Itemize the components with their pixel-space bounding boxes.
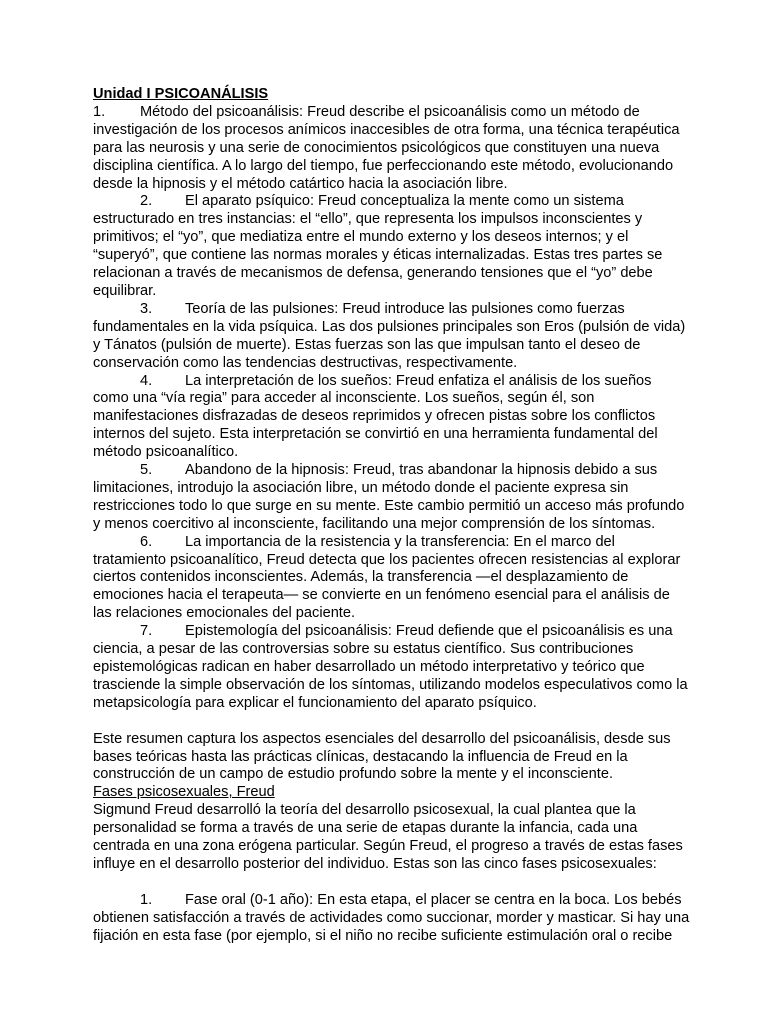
item-text-line: Teoría de las pulsiones: Freud introduce las pulsiones como fuerzas xyxy=(185,300,625,317)
item-text-line: La interpretación de los sueños: Freud enfatiza el análisis de los sueños xyxy=(185,372,652,389)
paragraph-line: influye en el desarrollo posterior del individuo. Estas son las cinco fases psicosexuales: xyxy=(93,855,657,872)
item-text-line: emociones hacia el terapeuta— se convierte en un fenómeno esencial para el análisis de xyxy=(93,587,670,604)
item-text-line: “superyó”, que contiene las normas morales y éticas internalizadas. Estas tres partes se xyxy=(93,247,663,264)
paragraph-line: construcción de un campo de estudio profundo sobre la mente y el inconsciente. xyxy=(93,766,614,783)
item-text-line: desde la hipnosis y el método catártico hacia la asociación libre. xyxy=(93,175,508,192)
paragraph-line: Sigmund Freud desarrolló la teoría del desarrollo psicosexual, la cual plantea que la xyxy=(93,802,636,819)
item-number: 6. xyxy=(140,533,153,550)
phases-intro-paragraph xyxy=(93,802,683,874)
item-text-line: y menos coercitivo al inconsciente, facilitando una mejor comprensión de los síntomas. xyxy=(93,515,656,532)
list-item xyxy=(93,373,683,463)
summary-paragraph xyxy=(93,731,683,785)
item-text-line: Epistemología del psicoanálisis: Freud defiende que el psicoanálisis es una xyxy=(185,623,673,640)
list-item xyxy=(93,300,686,373)
list-item xyxy=(93,104,683,194)
item-text-line: como una “vía regia” para acceder al inconsciente. Los sueños, según él, son xyxy=(93,390,595,407)
item-text-line: equilibrar. xyxy=(93,282,157,299)
item-text-line: obtienen satisfacción a través de actividades como succionar, morder y masticar. Si hay una xyxy=(93,909,690,926)
item-text-line: Método del psicoanálisis: Freud describe el psicoanálisis como un método de xyxy=(140,103,640,120)
list-item xyxy=(93,623,688,713)
list-item xyxy=(93,534,683,624)
paragraph-line: centrada en una zona erógena particular. Según Freud, el progreso a través de estas fases xyxy=(93,838,683,855)
item-text-line: método psicoanalítico. xyxy=(93,444,239,461)
item-text-line: El aparato psíquico: Freud conceptualiza la mente como un sistema xyxy=(185,193,624,210)
item-number: 4. xyxy=(140,372,153,389)
paragraph-line: personalidad se forma a través de una serie de etapas durante la infancia, cada una xyxy=(93,820,638,837)
item-text-line: fijación en esta fase (por ejemplo, si el niño no recibe suficiente estimulación oral o recibe xyxy=(93,927,673,944)
list-item xyxy=(93,462,683,534)
blank-line xyxy=(93,874,683,892)
item-text-line: epistemológicas radican en haber desarrollado un método interpretativo y teórico que xyxy=(93,659,645,675)
item-text-line: disciplina científica. A lo largo del tiempo, fue perfeccionando este método, evolucionando xyxy=(93,157,674,174)
list-item xyxy=(93,193,683,300)
phase-list-item xyxy=(93,891,690,946)
item-number: 1. xyxy=(140,891,153,908)
item-text-line: relacionan a través de mecanismos de defensa, generando tensiones que el “yo” debe xyxy=(93,265,653,282)
paragraph-line: Este resumen captura los aspectos esenciales del desarrollo del psicoanálisis, desde sus xyxy=(93,730,671,747)
item-text-line: La importancia de la resistencia y la transferencia: En el marco del xyxy=(185,533,615,550)
item-text-line: estructurado en tres instancias: el “ello”, que representa los impulsos inconscientes y xyxy=(93,211,643,228)
item-number: 2. xyxy=(140,193,153,210)
item-number: 3. xyxy=(140,300,153,317)
item-text-line: trasciende la simple observación de los síntomas, utilizando modelos especulativos como la xyxy=(93,676,688,693)
phases-heading: Fases psicosexuales, Freud xyxy=(93,784,275,801)
item-text-line: fundamentales en la vida psíquica. Las dos pulsiones principales son Eros (pulsión de vida) xyxy=(93,318,686,335)
item-text-line: y Tánatos (pulsión de muerte). Estas fuerzas son las que impulsan tanto el deseo de xyxy=(93,336,641,353)
item-text-line: Abandono de la hipnosis: Freud, tras abandonar la hipnosis debido a sus xyxy=(185,462,658,479)
item-text-line: internos del sujeto. Esta interpretación se convirtió en una herramienta fundamental del xyxy=(93,426,658,443)
document-content xyxy=(93,86,690,945)
item-text-line: ciencia, a pesar de las controversias sobre su estatus científico. Sus contribuciones xyxy=(93,641,634,658)
item-text-line: restricciones todo lo que surge en su mente. Este cambio permitió un acceso más profundo xyxy=(93,497,685,514)
item-number: 1. xyxy=(93,103,106,120)
blank-line xyxy=(93,713,683,731)
item-text-line: conservación como las tendencias destructivas, respectivamente. xyxy=(93,354,518,371)
item-text-line: limitaciones, introdujo la asociación libre, un método donde el paciente expresa sin xyxy=(93,479,629,496)
paragraph-line: bases teóricas hasta las prácticas clínicas, destacando la influencia de Freud en la xyxy=(93,748,628,765)
item-number: 5. xyxy=(140,462,153,479)
item-text-line: para las neurosis y una serie de conocimientos psicológicos que constituyen una nueva xyxy=(93,139,660,156)
item-text-line: metapsicología para explicar el funcionamiento del aparato psíquico. xyxy=(93,694,537,711)
item-text-line: Fase oral (0-1 año): En esta etapa, el placer se centra en la boca. Los bebés xyxy=(185,891,682,908)
item-text-line: tratamiento psicoanalítico, Freud detecta que los pacientes ofrecen resistencias al explorar xyxy=(93,551,681,568)
item-text-line: ciertos contenidos inconscientes. Además, la transferencia —el desplazamiento de xyxy=(93,569,629,586)
item-text-line: investigación de los procesos anímicos inaccesibles de otra forma, una técnica terapéutica xyxy=(93,121,680,138)
item-text-line: las relaciones emocionales del paciente. xyxy=(93,605,356,622)
item-text-line: manifestaciones disfrazadas de deseos reprimidos y ofrecen pistas sobre los conflictos xyxy=(93,408,656,425)
unit-heading: Unidad I PSICOANÁLISIS xyxy=(93,86,269,102)
item-number: 7. xyxy=(140,623,153,640)
item-text-line: primitivos; el “yo”, que mediatiza entre el mundo externo y los deseos internos; y el xyxy=(93,229,629,246)
